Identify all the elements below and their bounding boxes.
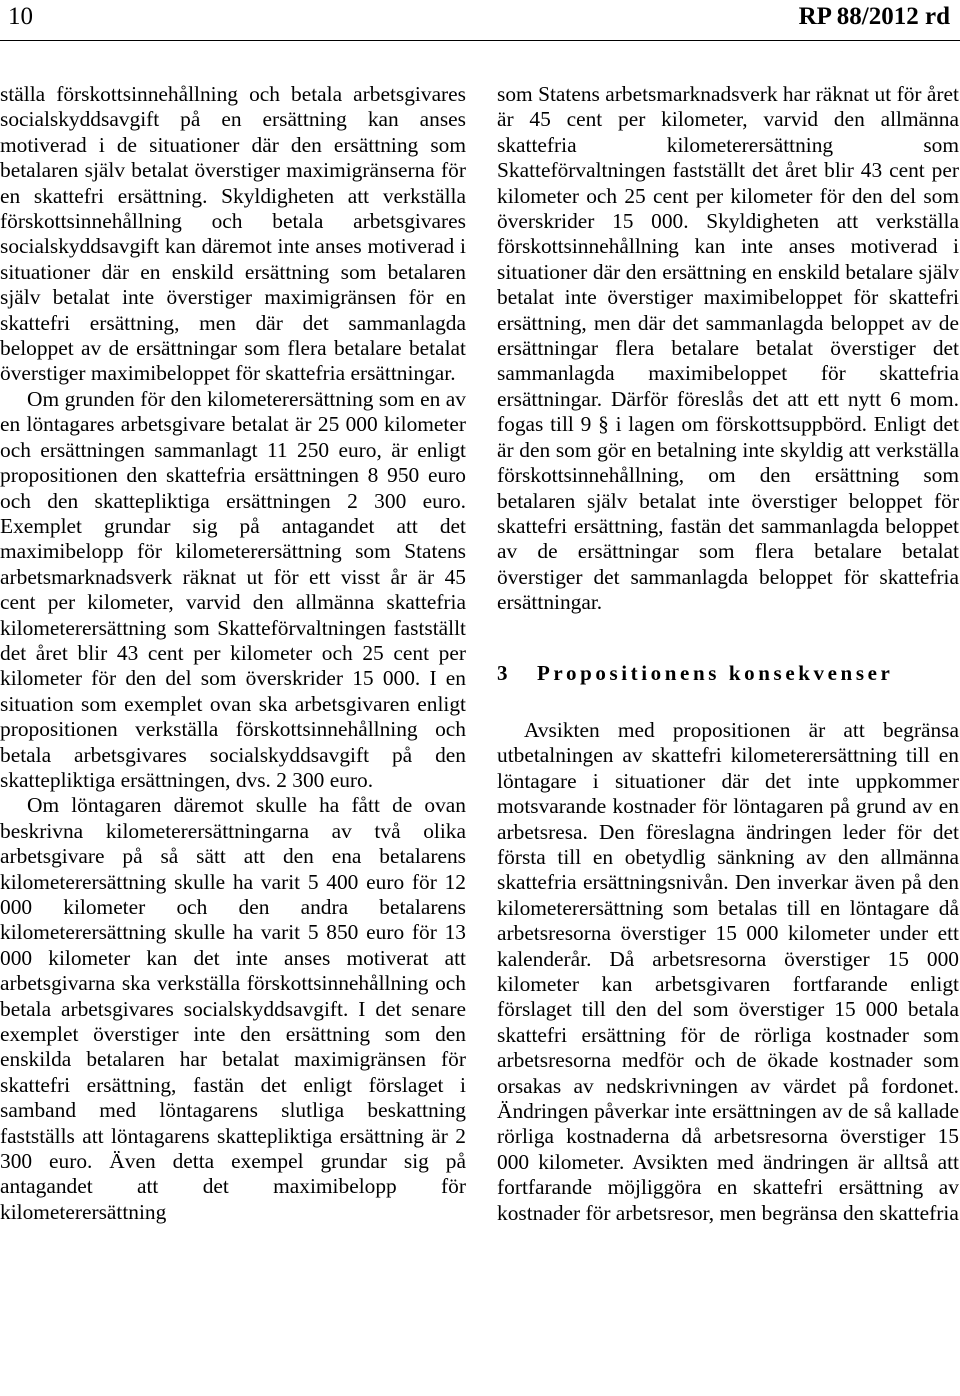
left-paragraph-2: Om grunden för den kilometerersättning som en av en löntagares arbetsgivare betalat är 25 000 kilometer och ersättningen sammanlagt 11 250 euro, är enligt propositionen den skattefria ersättningen 8 950 euro och den skattepliktiga ersättningen 2 300 euro. Exemplet grundar sig på antagandet att det maximibelopp för kilometerersättning som Statens arbetsmarknadsverk räknat ut för ett visst år är 45 cent per kilometer, varvid den allmänna skattefria kilometerersättning som Skatteförvaltningen fastställt det året blir 43 cent per kilometer och 25 cent per kilometer för den del som överskrider 15 000. I en situation som exemplet ovan ska arbetsgivaren enligt propositionen verkställa förskottsinnehållning och betala arbetsgivares socialskyddsavgift på den skattepliktiga ersättningen, dvs. 2 300 euro. xyxy=(0,386,466,792)
page-number: 10 xyxy=(8,3,33,30)
right-column xyxy=(497,82,959,1226)
document-id: RP 88/2012 rd xyxy=(798,3,950,30)
right-paragraph-1: som Statens arbetsmarknadsverk har räknat ut för året är 45 cent per kilometer, varvid den allmänna skattefria kilometerersättning som Skatteförvaltningen fastställt det året blir 43 cent per kilometer och 25 cent per kilometer för den del som överskrider 15 000. Skyldigheten att verkställa förskottsinnehållning kan inte anses motiverad i situationer där den ersättning en enskild betalare själv betalat inte överstiger maximibeloppet för skattefri ersättning, men där det sammanlagda beloppet av de ersättningar flera betalare betalat överstiger det sammanlagda maximibeloppet för skattefria ersättningar. Därför föreslås det att ett nytt 6 mom. fogas till 9 § i lagen om förskottsuppbörd. Enligt det är den som gör en betalning inte skyldig att verkställa förskottsinnehållning, om den ersättning som betalaren själv betalat inte överstiger beloppet för skattefri ersättning, fastän det sammanlagda beloppet av de ersättningar som flera betalare betalat överstiger det sammanlagda beloppet för skattefria ersättningar. xyxy=(497,82,959,615)
left-paragraph-3: Om löntagaren däremot skulle ha fått de ovan beskrivna kilometerersättningarna av två olika arbetsgivare på så sätt att den ena betalarens kilometerersättning skulle ha varit 5 400 euro för 12 000 kilometer och den andra betalarens kilometerersättning skulle ha varit 5 850 euro för 13 000 kilometer kan det inte anses motiverat att arbetsgivarna ska verkställa förskottsinnehållning och betala arbetsgivares socialskyddsavgift. I det senare exemplet överstiger inte den ersättning som den enskilda betalaren har betalat maximigränsen för skattefri ersättning, fastän det enligt förslaget i samband med löntagarens slutliga beskattning fastställs att löntagarens skattepliktiga ersättning är 2 300 euro. Även detta exempel grundar sig på antagandet att det maximibelopp för kilometerersättning xyxy=(0,793,466,1224)
header-rule xyxy=(0,40,960,41)
left-paragraph-1: ställa förskottsinnehållning och betala arbetsgivares socialskyddsavgift på en ersättning kan anses motiverad i de situationer där den ersättning som betalaren själv betalat överstiger maximigränserna för en skattefri ersättning. Skyldigheten att verkställa förskottsinnehållning och betala arbetsgivares socialskyddsavgift kan däremot inte anses motiverad i situationer där en enskild ersättning som betalaren själv betalat inte överstiger maximigränsen för en skattefri ersättning, men där det sammanlagda beloppet av de ersättningar som flera betalare betalat överstiger maximibeloppet för skattefria ersättningar. xyxy=(0,82,466,386)
section-title: Propositionens konsekvenser xyxy=(537,660,894,685)
left-column xyxy=(0,82,466,1225)
right-paragraph-2: Avsikten med propositionen är att begränsa utbetalningen av skattefri kilometerersättning till en löntagare i situationer där det inte uppkommer motsvarande kostnader för löntagaren på grund av en arbetsresa. Den föreslagna ändringen leder för det första till en obetydlig sänkning av den allmänna skattefria ersättningsnivån. Den inverkar även på den kilometerersättning som betalas till en löntagare då arbetsresorna överstiger 15 000 kilometer under ett kalenderår. Då arbetsresorna överstiger 15 000 kilometer kan arbetsgivaren fortfarande enligt förslaget till den del som överstiger 15 000 betala skattefri ersättning för de rörliga kostnader som arbetsresorna medför och de ökade kostnader som orsakas av nedskrivningen av värdet på fordonet. Ändringen påverkar inte ersättningen av de så kallade rörliga kostnaderna då arbetsresorna överstiger 15 000 kilometer. Avsikten med ändringen är alltså att fortfarande möjliggöra en skattefri ersättning av kostnader för arbetsresor, men begränsa den skattefria xyxy=(497,717,959,1225)
section-heading xyxy=(497,661,959,686)
section-number: 3 xyxy=(497,660,508,685)
